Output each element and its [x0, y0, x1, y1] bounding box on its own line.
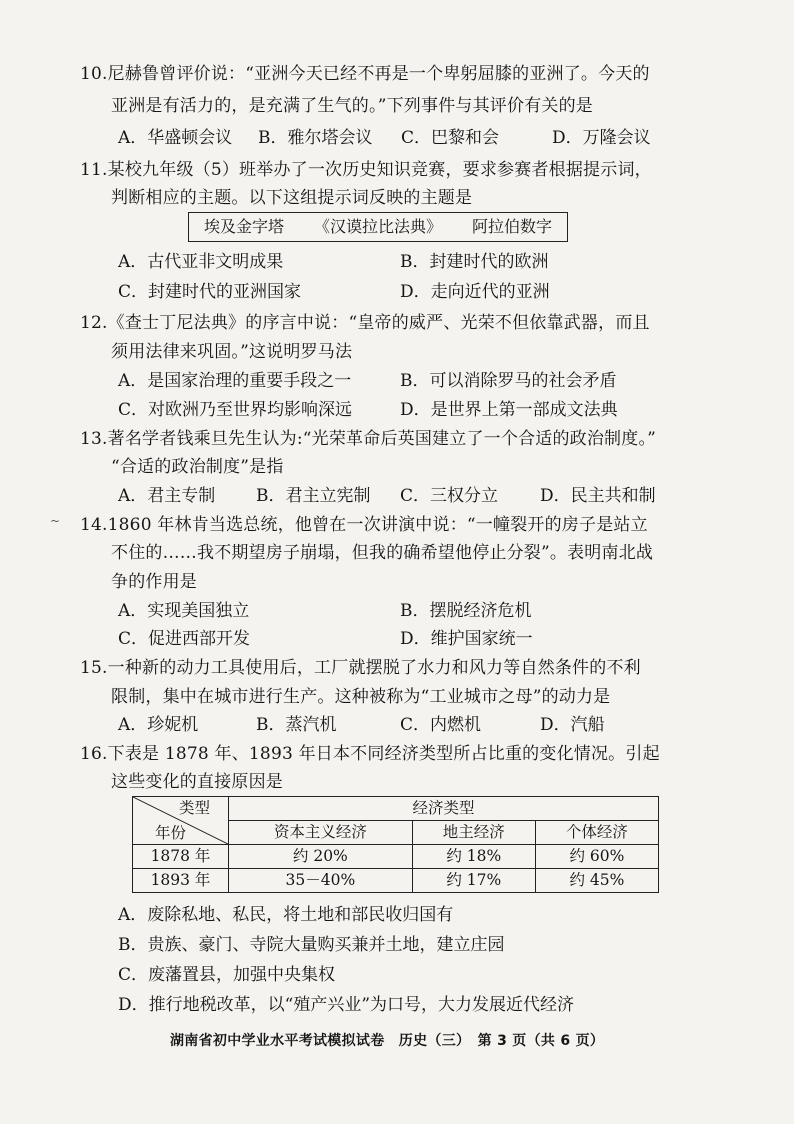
row-year: 1893 年 [133, 869, 229, 893]
option-b[interactable]: B．摆脱经济危机 [400, 601, 532, 621]
question-text: 某校九年级（5）班举办了一次历史知识竞赛，要求参赛者根据提示词， [107, 160, 652, 180]
table-row [133, 869, 659, 893]
hint-word: 埃及金字塔 [203, 217, 284, 236]
table-cell: 约 45% [535, 869, 658, 893]
question-text: 《查士丁尼法典》的序言中说：“皇帝的威严、光荣不但依靠武器，而且 [107, 313, 650, 333]
question-12-line-2: 须用法律来巩固。”这说明罗马法 [111, 342, 353, 362]
question-15-line-1 [80, 657, 641, 679]
option-d[interactable]: D．推行地税改革，以“殖产兴业”为口号，大力发展近代经济 [118, 995, 575, 1015]
question-12-line-1 [80, 312, 650, 334]
option-c[interactable]: C．废藩置县，加强中央集权 [118, 965, 336, 985]
column-header: 资本主义经济 [229, 821, 413, 845]
question-number: 10. [80, 64, 108, 84]
table-cell: 约 17% [412, 869, 535, 893]
table-cell: 约 60% [535, 845, 658, 869]
hint-words-box [188, 212, 568, 242]
question-11-line-2: 判断相应的主题。以下这组提示词反映的主题是 [111, 188, 473, 208]
question-number: 14. [80, 515, 108, 535]
margin-mark: ~ [50, 514, 61, 528]
option-c[interactable]: C．对欧洲乃至世界均影响深远 [118, 400, 353, 420]
question-number: 13. [80, 429, 108, 449]
option-c[interactable]: C．三权分立 [400, 486, 499, 506]
question-15-line-2: 限制，集中在城市进行生产。这种被称为“工业城市之母”的动力是 [111, 687, 611, 707]
option-b[interactable]: B．蒸汽机 [256, 715, 337, 735]
option-b[interactable]: B．封建时代的欧洲 [400, 252, 549, 272]
question-11-line-1 [80, 159, 652, 181]
column-header: 个体经济 [535, 821, 658, 845]
question-number: 16. [80, 744, 108, 764]
question-14-line-1 [80, 514, 648, 536]
option-b[interactable]: B．可以消除罗马的社会矛盾 [400, 371, 617, 391]
option-b[interactable]: B．雅尔塔会议 [258, 128, 373, 148]
option-d[interactable]: D．民主共和制 [540, 486, 656, 506]
question-13-line-2: “合适的政治制度”是指 [111, 457, 284, 477]
question-16-line-1 [80, 743, 660, 765]
option-b[interactable]: B．贵族、豪门、寺院大量购买兼并土地，建立庄园 [118, 935, 505, 955]
question-text: 著名学者钱乘旦先生认为:“光荣革命后英国建立了一个合适的政治制度。” [107, 429, 657, 449]
table-cell: 35－40% [229, 869, 413, 893]
option-d[interactable]: D．汽船 [540, 715, 605, 735]
question-text: 尼赫鲁曾评价说：“亚洲今天已经不再是一个卑躬屈膝的亚洲了。今天的 [107, 64, 650, 84]
corner-bottom-label: 年份 [155, 824, 187, 842]
option-a[interactable]: A．古代亚非文明成果 [118, 252, 284, 272]
option-c[interactable]: C．封建时代的亚洲国家 [118, 282, 302, 302]
option-b[interactable]: B．君主立宪制 [256, 486, 371, 506]
question-number: 11. [80, 160, 108, 180]
question-text: 1860 年林肯当选总统，他曾在一次讲演中说：“一幢裂开的房子是站立 [107, 515, 648, 535]
question-10-line-2: 亚洲是有活力的，是充满了生气的。”下列事件与其评价有关的是 [111, 96, 593, 116]
option-a[interactable]: A．珍妮机 [118, 715, 199, 735]
hint-word: 阿拉伯数字 [471, 217, 552, 236]
option-a[interactable]: A．君主专制 [118, 486, 216, 506]
option-a[interactable]: A．华盛顿会议 [118, 128, 233, 148]
question-10-line-1 [80, 63, 650, 85]
question-14-line-2: 不住的……我不期望房子崩塌，但我的确希望他停止分裂”。表明南北战 [111, 543, 654, 563]
table-row [133, 797, 659, 821]
option-c[interactable]: C．内燃机 [400, 715, 482, 735]
question-16-line-2: 这些变化的直接原因是 [111, 772, 283, 792]
table-corner-cell [133, 797, 229, 845]
option-c[interactable]: C．促进西部开发 [118, 629, 251, 649]
table-row [133, 845, 659, 869]
option-d[interactable]: D．是世界上第一部成文法典 [400, 400, 618, 420]
column-header: 地主经济 [412, 821, 535, 845]
question-number: 15. [80, 658, 108, 678]
row-year: 1878 年 [133, 845, 229, 869]
option-c[interactable]: C．巴黎和会 [401, 128, 500, 148]
table-cell: 约 20% [229, 845, 413, 869]
question-text: 下表是 1878 年、1893 年日本不同经济类型所占比重的变化情况。引起 [107, 744, 660, 764]
option-d[interactable]: D．走向近代的亚洲 [400, 282, 550, 302]
economy-table [132, 796, 659, 893]
option-d[interactable]: D．维护国家统一 [400, 629, 533, 649]
corner-top-label: 类型 [178, 799, 210, 817]
option-a[interactable]: A．实现美国独立 [118, 601, 250, 621]
table-cell: 约 18% [412, 845, 535, 869]
question-number: 12. [80, 313, 108, 333]
option-a[interactable]: A．是国家治理的重要手段之一 [118, 371, 352, 391]
option-d[interactable]: D．万隆会议 [552, 128, 651, 148]
hint-word: 《汉谟拉比法典》 [313, 217, 442, 236]
question-text: 一种新的动力工具使用后，工厂就摆脱了水力和风力等自然条件的不利 [107, 658, 641, 678]
question-13-line-1 [80, 428, 656, 450]
page-footer: 湖南省初中学业水平考试模拟试卷 历史（三） 第 3 页（共 6 页） [170, 1033, 605, 1049]
group-header: 经济类型 [229, 797, 659, 821]
question-14-line-3: 争的作用是 [111, 572, 197, 592]
option-a[interactable]: A．废除私地、私民，将土地和部民收归国有 [118, 905, 454, 925]
